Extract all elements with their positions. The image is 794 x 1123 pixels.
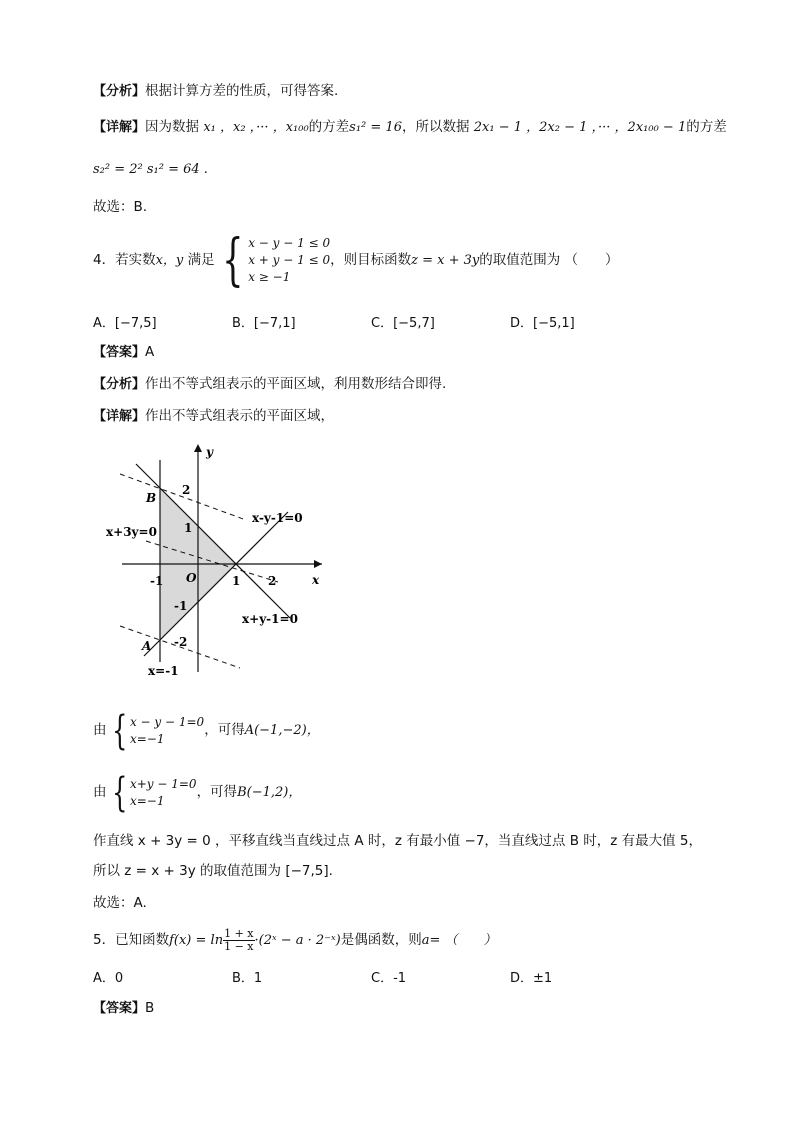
label-x-plus-y: x+y-1=0: [242, 612, 298, 626]
q5-fraction: [223, 928, 254, 953]
q4-analysis-line: [93, 375, 446, 394]
detail-tag: 【详解】: [93, 409, 146, 424]
q4-option-a: A．[−7,5]: [93, 316, 157, 331]
detail-text-3: ，所以数据: [401, 119, 470, 135]
label-x-plus-3y: x+3y=0: [106, 525, 157, 539]
q4-answer-line: [93, 343, 154, 362]
result-text: ，可得: [204, 722, 245, 738]
q4-stem-1: 4．若实数: [93, 252, 156, 268]
q4-stem-4: 的取值范围为 （ ）: [479, 252, 619, 268]
analysis-tag: 【分析】: [93, 84, 146, 99]
q3-analysis-line: [93, 82, 338, 101]
system-a-row-1: x − y − 1=0: [129, 714, 205, 729]
choice-text: 故选：B.: [93, 199, 148, 215]
tick-1-y: 1: [184, 521, 193, 535]
q4-explain-2: 所以 z = x + 3y 的取值范围为 [−7,5].: [93, 863, 333, 879]
x-axis-arrow-icon: [314, 560, 322, 568]
q4-stem: [93, 227, 619, 293]
x-axis-label: x: [312, 573, 320, 587]
q4-stem-vars: x，y: [155, 253, 184, 268]
point-a: A(−1,−2)，: [244, 723, 320, 738]
q5-stem: [93, 922, 497, 958]
detail-text: 作出不等式组表示的平面区域，: [145, 408, 335, 424]
q4-detail-line: [93, 407, 334, 426]
result-eq: s₂² = 2² s₁² = 64 .: [93, 162, 208, 177]
system-b-row-2: x=−1: [129, 793, 165, 808]
q4-option-c: C．[−5,7]: [371, 316, 435, 331]
system-a: [107, 707, 205, 754]
brace-icon: {: [111, 769, 127, 816]
q4-objective: z = x + 3y: [411, 253, 480, 268]
constraint-2: x + y − 1 ≤ 0: [248, 253, 331, 267]
frac-den: 1 − x: [224, 940, 254, 953]
point-b: B(−1,2)，: [237, 785, 302, 800]
q4-explain-1: 作直线 x + 3y = 0 ，平移直线当直线过点 A 时，z 有最小值 −7，当直线过点 B 时，z 有最大值 5，: [93, 833, 703, 849]
constraint-1: x − y − 1 ≤ 0: [248, 236, 331, 250]
detail-text-2: 的方差: [308, 119, 350, 135]
q4-stem-3: ，则目标函数: [330, 252, 412, 268]
q5-answer-line: [93, 999, 154, 1018]
q5-option-c: C．-1: [371, 971, 407, 986]
constraint-system: [215, 227, 331, 293]
q5-func-pre: f(x) = ln: [169, 933, 224, 948]
q3-choice: [93, 198, 147, 216]
constraint-3: x ≥ −1: [248, 270, 291, 284]
q5-stem-1: 5．已知函数: [93, 932, 170, 948]
q5-option-b: B．1: [232, 971, 263, 986]
line-x-plus-y: [136, 464, 290, 618]
q5-option-d: D．±1: [510, 971, 553, 986]
detail-text-1: 因为数据: [145, 119, 200, 135]
brace-icon: {: [221, 227, 244, 293]
answer-tag: 【答案】: [93, 345, 146, 360]
from-text: 由: [93, 784, 107, 800]
detail-data: 2x₁ − 1 ，2x₂ − 1 ，··· ，2x₁₀₀ − 1: [473, 120, 687, 135]
tick-neg2-y: -2: [174, 635, 188, 649]
q3-result: [93, 160, 208, 179]
analysis-text: 根据计算方差的性质，可得答案.: [145, 83, 339, 99]
q4-option-d: D．[−5,1]: [510, 316, 575, 331]
q4-solve-b: [93, 770, 301, 814]
system-b: [107, 769, 197, 816]
tick-2-y: 2: [182, 483, 191, 497]
q4-option-b: B．[−7,1]: [232, 316, 296, 331]
point-a-label: A: [142, 639, 152, 653]
system-a-row-2: x=−1: [129, 731, 165, 746]
q4-solve-a: [93, 708, 320, 752]
origin-label: O: [186, 571, 197, 585]
answer-value: B: [145, 1000, 155, 1016]
label-x-eq-neg1: x=-1: [148, 664, 179, 678]
system-b-row-1: x+y − 1=0: [129, 776, 197, 791]
tick-neg1-x: -1: [150, 574, 164, 588]
brace-icon: {: [111, 707, 127, 754]
answer-tag: 【答案】: [93, 1001, 146, 1016]
q5-stem-3: a= （ ）: [421, 933, 497, 948]
point-b-label: B: [146, 491, 157, 505]
q5-stem-2: 是偶函数，则: [340, 932, 422, 948]
y-axis-label: y: [206, 445, 213, 459]
tick-2-x: 2: [268, 574, 277, 588]
tick-neg1-y: -1: [174, 599, 188, 613]
detail-vars: x₁ ，x₂ ，··· ，x₁₀₀: [203, 120, 309, 135]
label-x-minus-y: x-y-1=0: [252, 511, 303, 525]
q3-detail-line: [93, 118, 727, 137]
result-text: ，可得: [196, 784, 238, 800]
detail-var-eq: s₁² = 16: [349, 120, 402, 135]
answer-value: A: [145, 344, 155, 360]
q4-choice: 故选：A.: [93, 895, 147, 911]
analysis-text: 作出不等式组表示的平面区域，利用数形结合即得.: [145, 376, 447, 392]
frac-num: 1 + x: [224, 927, 254, 940]
y-axis-arrow-icon: [194, 444, 202, 452]
detail-tag: 【详解】: [93, 120, 146, 135]
analysis-tag: 【分析】: [93, 377, 146, 392]
q4-stem-2: 满足: [187, 252, 215, 268]
from-text: 由: [93, 722, 107, 738]
q5-option-a: A．0: [93, 971, 124, 986]
detail-text-4: 的方差: [686, 119, 727, 135]
feasible-region-graph: [100, 440, 330, 685]
q5-func-post: ·(2ˣ − a · 2⁻ˣ): [254, 933, 341, 948]
tick-1-x: 1: [232, 574, 241, 588]
